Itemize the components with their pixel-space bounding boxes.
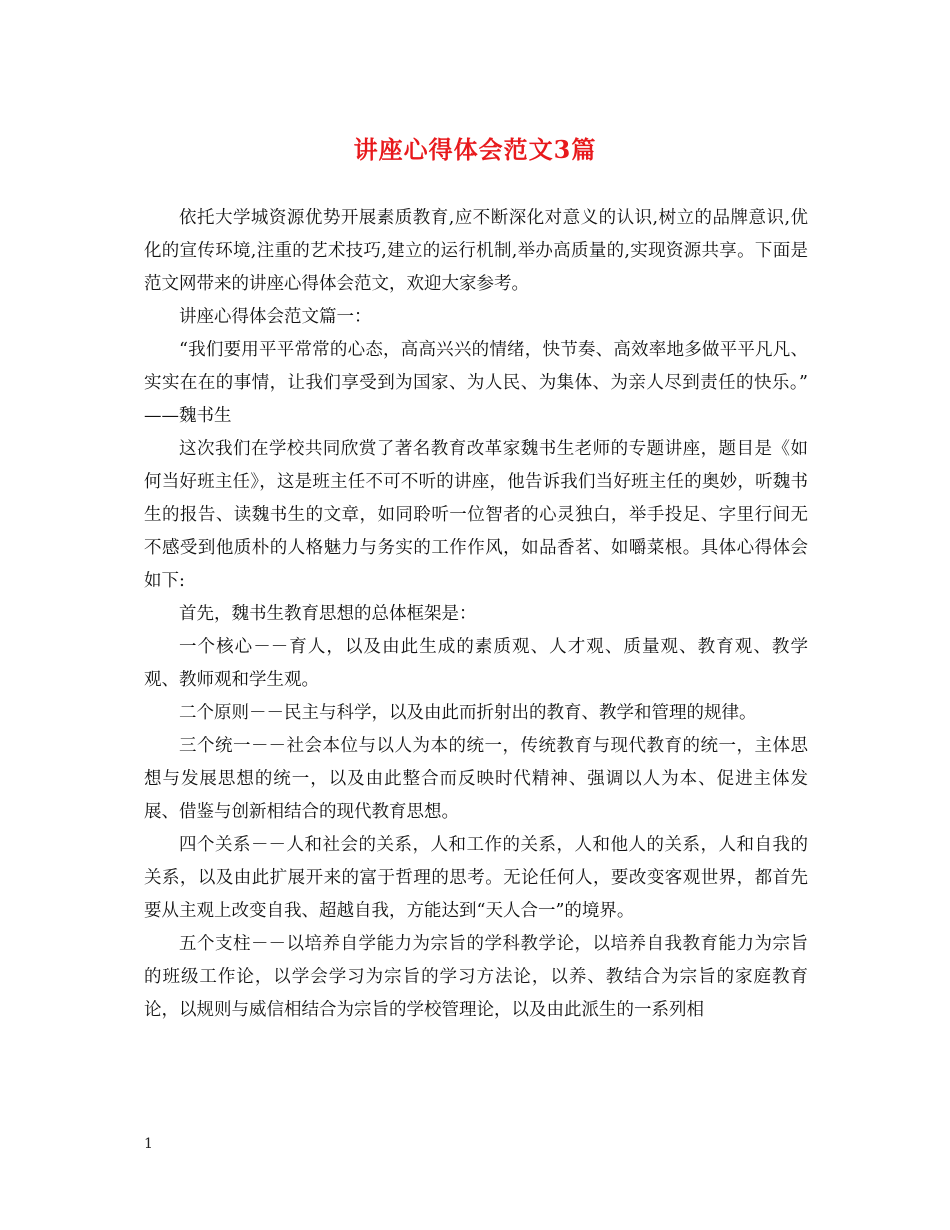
paragraph-two-principles: 二个原则－－民主与科学，以及由此而折射出的教育、教学和管理的规律。 xyxy=(179,703,757,723)
document-title: 讲座心得体会范文3篇 xyxy=(353,135,597,164)
paragraph-three-unities: 三个统一－－社会本位与以人为本的统一，传统教育与现代教育的统一，主体思想与发展思想的统一，以及由此整合而反映时代精神、强调以人为本、促进主体发展、借鉴与创新相结合的现代教育思想。 xyxy=(144,736,808,822)
paragraph-framework-intro: 首先，魏书生教育思想的总体框架是： xyxy=(179,604,477,624)
paragraph-section-heading: 讲座心得体会范文篇一： xyxy=(179,307,372,327)
document-body xyxy=(144,202,808,1027)
paragraph-intro: 依托大学城资源优势开展素质教育,应不断深化对意义的认识,树立的品牌意识,优化的宣传环境,注重的艺术技巧,建立的运行机制,举办高质量的,实现资源共享。下面是范文网带来的讲座心得体会范文，欢迎大家参考。 xyxy=(144,208,808,294)
paragraph-quote: “我们要用平平常常的心态，高高兴兴的情绪，快节奏、高效率地多做平平凡凡、实实在在的事情，让我们享受到为国家、为人民、为集体、为亲人尽到责任的快乐。” ——魏书生 xyxy=(144,340,808,426)
page-number: 1 xyxy=(144,1136,153,1152)
paragraph-four-relations: 四个关系－－人和社会的关系，人和工作的关系，人和他人的关系，人和自我的关系，以及由此扩展开来的富于哲理的思考。无论任何人，要改变客观世界，都首先要从主观上改变自我、超越自我，方能达到“天人合一”的境界。 xyxy=(144,835,808,921)
paragraph-one-core: 一个核心－－育人，以及由此生成的素质观、人才观、质量观、教育观、教学观、教师观和学生观。 xyxy=(144,637,808,690)
paragraph-lecture-summary: 这次我们在学校共同欣赏了著名教育改革家魏书生老师的专题讲座，题目是《如何当好班主任》，这是班主任不可不听的讲座，他告诉我们当好班主任的奥妙，听魏书生的报告、读魏书生的文章，如同聆听一位智者的心灵独白，举手投足、字里行间无不感受到他质朴的人格魅力与务实的工作作风，如品香茗、如嚼菜根。具体心得体会如下: xyxy=(144,439,808,591)
paragraph-five-pillars: 五个支柱－－以培养自学能力为宗旨的学科教学论，以培养自我教育能力为宗旨的班级工作论，以学会学习为宗旨的学习方法论，以养、教结合为宗旨的家庭教育论，以规则与威信相结合为宗旨的学校管理论，以及由此派生的一系列相 xyxy=(144,934,808,1020)
